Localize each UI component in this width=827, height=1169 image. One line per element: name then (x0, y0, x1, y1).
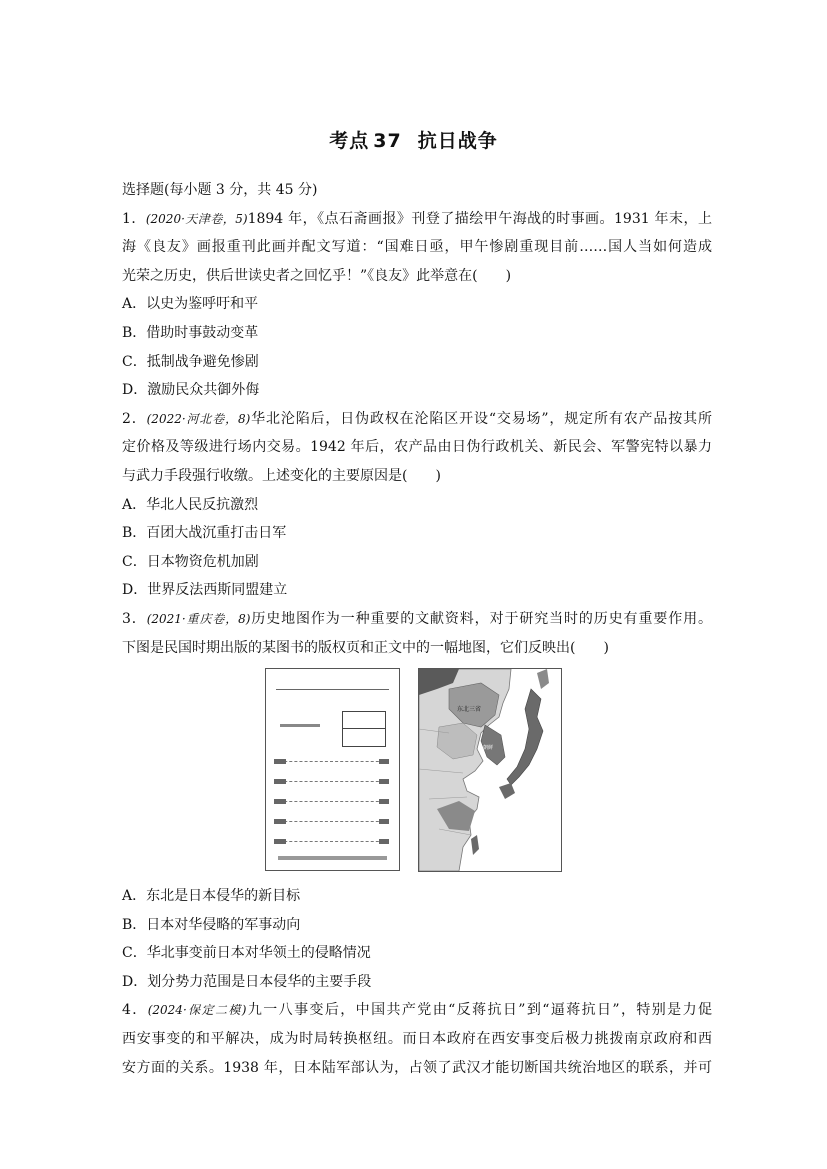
question-2-line-1: 2．(2022·河北卷，8)华北沦陷后，日伪政权在沦陷区开设“交易场”，规定所有农产品按其所 (122, 410, 712, 427)
question-2-option-c[interactable]: C．日本物资危机加剧 (122, 553, 259, 570)
question-2-option-a[interactable]: A．华北人民反抗激烈 (122, 496, 259, 513)
question-3-figure (122, 664, 712, 876)
question-3-source: (2021·重庆卷，8) (146, 611, 251, 626)
historical-map-image (418, 668, 562, 872)
question-1-option-a[interactable]: A．以史为鉴呼吁和平 (122, 296, 259, 313)
question-1-line-1: 1．(2020·天津卷，5)1894 年，《点石斋画报》刊登了描绘甲午海战的时事画。1931 年末，上 (122, 210, 712, 227)
question-3-line-2: 下图是民国时期出版的某图书的版权页和正文中的一幅地图，它们反映出( ) (122, 639, 609, 656)
section-header: 选择题(每小题 3 分，共 45 分) (122, 182, 318, 198)
question-2-line-2: 定价格及等级进行场内交易。1942 年后，农产品由日伪行政机关、新民会、军警宪特以暴力 (122, 439, 712, 456)
svg-text:东北三省: 东北三省 (457, 706, 482, 714)
question-4-source: (2024·保定二模) (147, 1003, 247, 1018)
question-2-line-3: 与武力手段强行收缴。上述变化的主要原因是( ) (122, 467, 441, 484)
copyright-page-image (265, 668, 400, 871)
question-1-source: (2020·天津卷，5) (145, 211, 248, 226)
question-4-line-1: 4．(2024·保定二模)九一八事变后，中国共产党由“反蒋抗日”到“逼蒋抗日”，特别是力促 (122, 1002, 712, 1019)
question-3-line-1: 3．(2021·重庆卷，8)历史地图作为一种重要的文献资料，对于研究当时的历史有重要作用。 (122, 610, 712, 627)
question-2-option-d[interactable]: D．世界反法西斯同盟建立 (122, 582, 288, 599)
question-1-option-c[interactable]: C．抵制战争避免惨剧 (122, 353, 259, 370)
question-4-line-2: 西安事变的和平解决，成为时局转换枢纽。而日本政府在西安事变后极力挑拨南京政府和西 (122, 1031, 712, 1048)
question-1-option-d[interactable]: D．激励民众共御外侮 (122, 382, 260, 399)
question-1-line-3: 光荣之历史，供后世读史者之回忆乎！”《良友》此举意在( ) (122, 267, 512, 284)
svg-text:朝鲜: 朝鲜 (483, 745, 494, 752)
question-3-option-c[interactable]: C．华北事变前日本对华领土的侵略情况 (122, 945, 371, 962)
question-4-line-3: 安方面的关系。1938 年，日本陆军部认为，占领了武汉才能切断国共统治地区的联系，并可 (122, 1059, 712, 1076)
question-3-option-b[interactable]: B．日本对华侵略的军事动向 (122, 916, 301, 933)
question-2-option-b[interactable]: B．百团大战沉重打击日军 (122, 525, 287, 542)
question-3-option-d[interactable]: D．划分势力范围是日本侵华的主要手段 (122, 973, 372, 990)
question-1-line-2: 海《良友》画报重刊此画并配文写道：“国难日亟，甲午惨剧重现目前……国人当如何造成 (122, 239, 712, 256)
question-1-option-b[interactable]: B．借助时事鼓动变革 (122, 324, 259, 341)
page-title: 考点 37 抗日战争 (329, 130, 498, 152)
question-3-option-a[interactable]: A．东北是日本侵华的新目标 (122, 888, 301, 905)
question-list (122, 176, 712, 1082)
question-2-source: (2022·河北卷，8) (146, 411, 251, 426)
